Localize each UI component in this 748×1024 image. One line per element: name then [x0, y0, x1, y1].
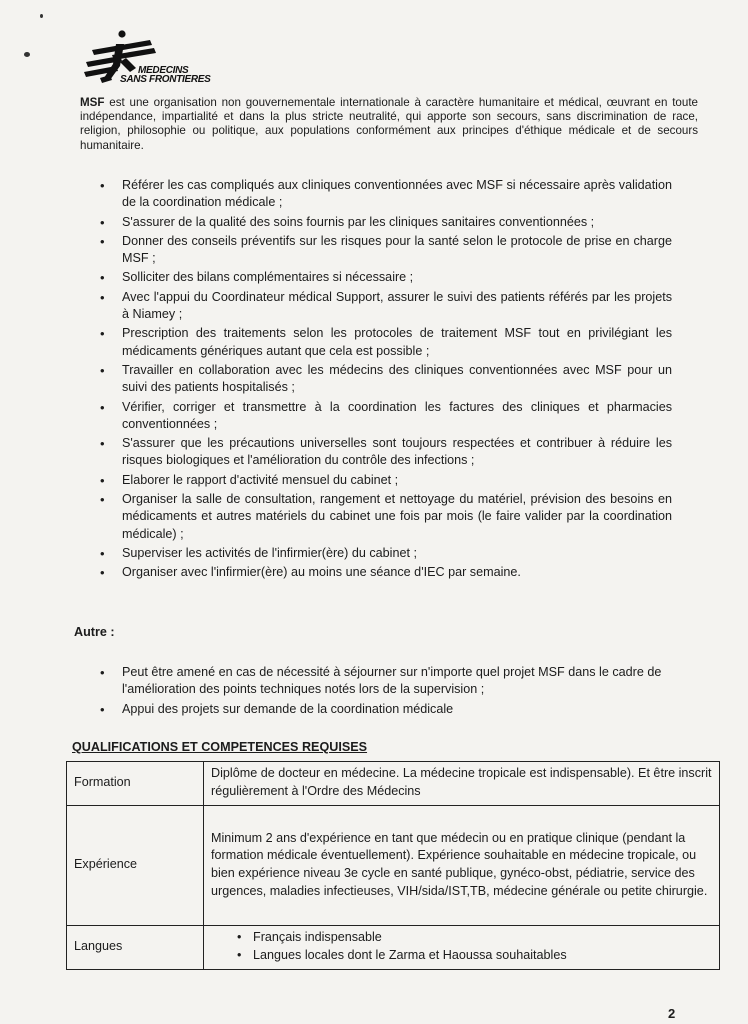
list-item: • Organiser la salle de consultation, rangement et nettoyage du matériel, prévision des besoins en médicaments et autres matériels du cabinet une fois par mois (le faire valider par la coordination médicale) ; — [96, 491, 672, 543]
logo-wordmark — [120, 66, 211, 84]
table-row — [67, 806, 720, 926]
table-row — [67, 762, 720, 806]
task-list — [96, 177, 672, 584]
row-value: Minimum 2 ans d'expérience en tant que médecin ou en pratique clinique (pendant la formation médicale éventuellement). Expérience souhaitable en médecine tropicale, ou bien expérience niveau 3e cycle en santé publique, gynéco-obst, pédiatrie, service des urgences, maladies infectieuses, VIH/sida/IST,TB, médecine générale ou petite chirurgie. — [204, 806, 720, 926]
list-item: • Prescription des traitements selon les protocoles de traitement MSF tout en privilégiant les médicaments génériques autant que cela est possible ; — [96, 325, 672, 360]
page-number: 2 — [668, 1006, 676, 1021]
scan-speck — [24, 52, 30, 57]
list-item: • S'assurer que les précautions universelles sont toujours respectées et contribuer à réduire les risques biologiques et l'amélioration du contrôle des infections ; — [96, 435, 672, 470]
list-item: • Référer les cas compliqués aux cliniques conventionnées avec MSF si nécessaire après validation de la coordination médicale ; — [96, 177, 672, 212]
row-label: Langues — [67, 926, 204, 970]
intro-text: est une organisation non gouvernementale internationale à caractère humanitaire et médical, œuvrant en toute indépendance, impartialité et dans la plus stricte neutralité, qui apporte son secours, sans discrimination de race, religion, philosophie ou politique, aux populations conformément aux principes d'éthique médicale et de secours humanitaire. — [80, 96, 698, 152]
qualifications-table — [66, 761, 720, 970]
list-item: • Elaborer le rapport d'activité mensuel du cabinet ; — [96, 472, 672, 489]
list-item: • Vérifier, corriger et transmettre à la coordination les factures des cliniques et pharmacies conventionnées ; — [96, 399, 672, 434]
row-label: Expérience — [67, 806, 204, 926]
autre-list — [96, 664, 680, 720]
row-value: Diplôme de docteur en médecine. La médecine tropicale est indispensable). Et être inscrit régulièrement à l'Ordre des Médecins — [204, 762, 720, 806]
logo-line-2: SANS FRONTIERES — [120, 74, 211, 85]
list-item: • S'assurer de la qualité des soins fournis par les cliniques sanitaires conventionnées ; — [96, 214, 672, 231]
list-item: • Donner des conseils préventifs sur les risques pour la santé selon le protocole de prise en charge MSF ; — [96, 233, 672, 268]
table-row — [67, 926, 720, 970]
languages-list — [211, 929, 712, 964]
list-item: • Peut être amené en cas de nécessité à séjourner sur n'importe quel projet MSF dans le cadre de l'amélioration des points techniques notés lors de la supervision ; — [96, 664, 680, 699]
msf-logo — [80, 28, 240, 90]
list-item: • Organiser avec l'infirmier(ère) au moins une séance d'IEC par semaine. — [96, 564, 672, 581]
qualifications-heading: QUALIFICATIONS ET COMPETENCES REQUISES — [72, 740, 368, 754]
list-item: • Langues locales dont le Zarma et Haoussa souhaitables — [239, 947, 712, 965]
autre-heading: Autre : — [74, 625, 115, 639]
intro-paragraph — [80, 96, 698, 153]
intro-org: MSF — [80, 96, 105, 109]
row-value — [204, 926, 720, 970]
scan-speck — [40, 14, 43, 18]
list-item: • Travailler en collaboration avec les médecins des cliniques conventionnées avec MSF pour un suivi des patients hospitalisés ; — [96, 362, 672, 397]
list-item: • Appui des projets sur demande de la coordination médicale — [96, 701, 680, 718]
logo-line-1: MEDECINS — [138, 65, 189, 76]
list-item: • Superviser les activités de l'infirmier(ère) du cabinet ; — [96, 545, 672, 562]
row-label: Formation — [67, 762, 204, 806]
list-item: • Solliciter des bilans complémentaires si nécessaire ; — [96, 269, 672, 286]
list-item: • Avec l'appui du Coordinateur médical Support, assurer le suivi des patients référés par les projets à Niamey ; — [96, 289, 672, 324]
list-item: • Français indispensable — [239, 929, 712, 947]
